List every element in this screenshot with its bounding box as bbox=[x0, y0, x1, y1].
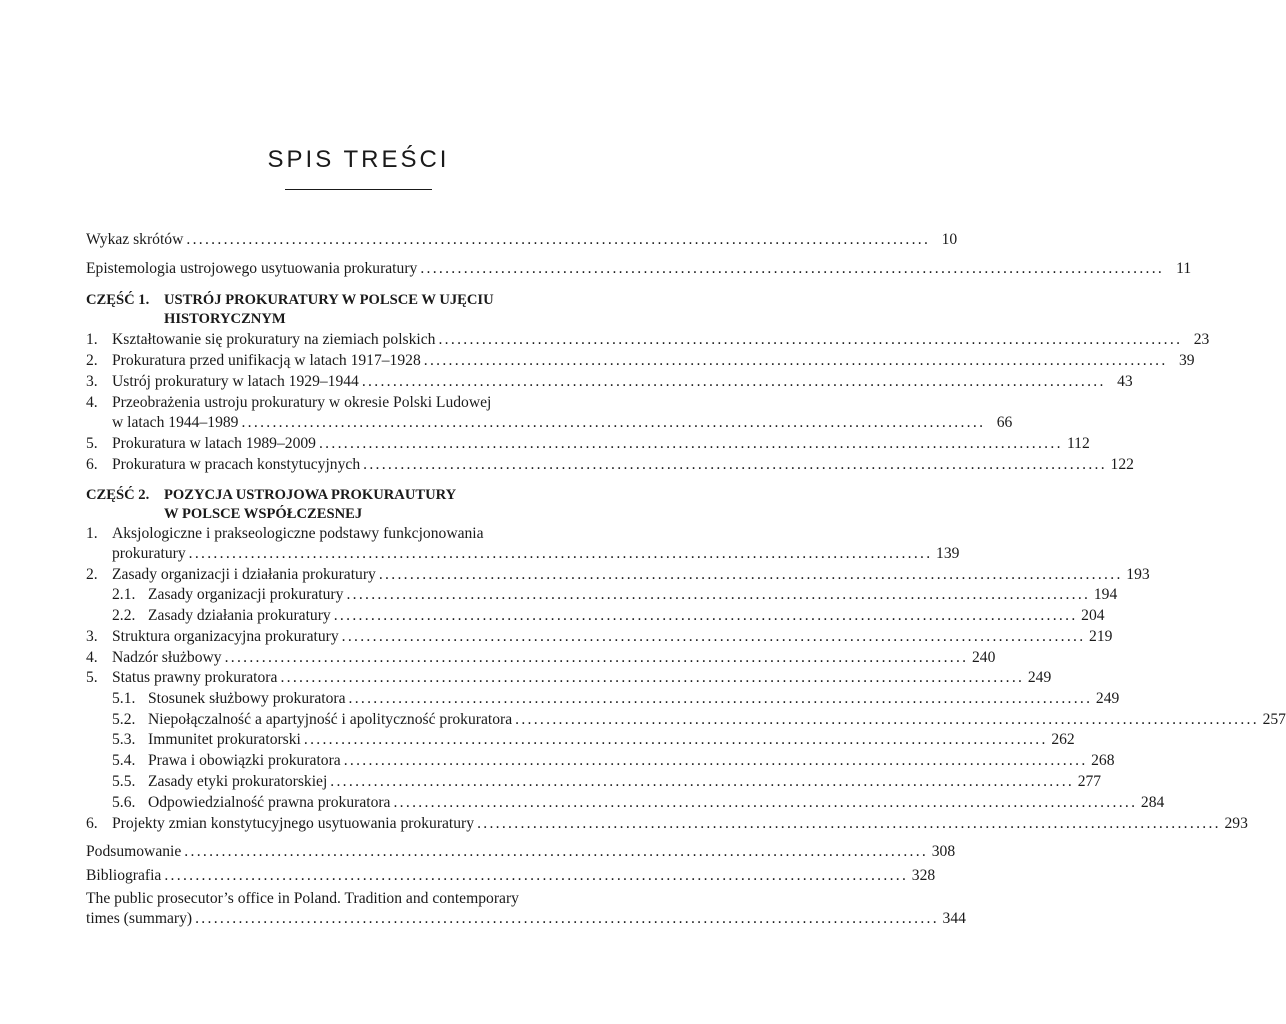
leader-dots: ........................................................................................................................ bbox=[393, 794, 1138, 811]
toc-subentry[interactable] bbox=[86, 606, 1105, 627]
part-heading-1-continued bbox=[86, 309, 631, 330]
toc-entry-number: 2. bbox=[86, 352, 98, 369]
leader-dots: ........................................................................................................................ bbox=[348, 690, 1093, 707]
toc-entry-number: 5.3. bbox=[112, 731, 136, 748]
toc-entry-text: Prokuratura w latach 1989–2009 bbox=[112, 435, 316, 452]
toc-entry-text: Podsumowanie bbox=[86, 843, 182, 860]
toc-entry-text: Niepołączalność a apartyjność i apolityczność prokuratora bbox=[148, 711, 513, 728]
toc-entry[interactable] bbox=[86, 351, 1195, 372]
part-label: CZĘŚĆ 2. bbox=[86, 487, 150, 503]
leader-dots: ........................................................................................................................ bbox=[515, 711, 1259, 728]
toc-entry-text: Nadzór służbowy bbox=[112, 649, 222, 666]
toc-entry[interactable] bbox=[86, 330, 1210, 351]
toc-entry-number: 5. bbox=[86, 669, 98, 686]
toc-subentry[interactable] bbox=[86, 793, 1165, 814]
toc-entry-text: w latach 1944–1989 bbox=[112, 414, 239, 431]
leader-dots: ........................................................................................................................ bbox=[241, 414, 986, 431]
leader-dots: ........................................................................................................................ bbox=[224, 649, 969, 666]
toc-page-number: 308 bbox=[931, 843, 956, 860]
toc-page-number: 43 bbox=[1117, 373, 1133, 390]
toc-entry-text: Stosunek służbowy prokuratora bbox=[148, 690, 346, 707]
toc-page-number: 344 bbox=[942, 910, 966, 927]
leader-dots: ........................................................................................................................ bbox=[330, 773, 1075, 790]
toc-entry-text: Odpowiedzialność prawna prokuratora bbox=[148, 794, 391, 811]
toc-entry-number: 3. bbox=[86, 373, 98, 390]
toc-entry-text: times (summary) bbox=[86, 910, 193, 927]
toc-entry-number: 6. bbox=[86, 815, 98, 832]
part-title-line: HISTORYCZNYM bbox=[164, 311, 286, 327]
toc-page-number: 193 bbox=[1126, 566, 1150, 583]
toc-page-number: 249 bbox=[1095, 690, 1120, 707]
toc-entry[interactable] bbox=[86, 524, 631, 545]
toc-entry-text: Ustrój prokuratury w latach 1929–1944 bbox=[112, 373, 359, 390]
toc-entry[interactable] bbox=[86, 565, 1150, 586]
toc-entry-summary[interactable] bbox=[86, 842, 956, 863]
toc-page-number: 240 bbox=[971, 649, 996, 666]
part-title-line: W POLSCE WSPÓŁCZESNEJ bbox=[164, 506, 363, 522]
toc-page-number: 139 bbox=[936, 545, 960, 562]
toc-page-number: 39 bbox=[1178, 352, 1195, 369]
toc-entry-number: 1. bbox=[86, 525, 98, 542]
toc-entry-text: Wykaz skrótów bbox=[86, 231, 184, 248]
part-title-line: POZYCJA USTROJOWA PROKURAUTURY bbox=[164, 487, 457, 503]
toc-entry-number: 2. bbox=[86, 566, 98, 583]
toc-entry-text: Prokuratura przed unifikacją w latach 1917–1928 bbox=[112, 352, 421, 369]
toc-entry-number: 5.6. bbox=[112, 794, 136, 811]
toc-entry-text: Zasady organizacji i działania prokuratury bbox=[112, 566, 376, 583]
toc-subentry[interactable] bbox=[86, 751, 1115, 772]
toc-entry-english-summary-continued[interactable] bbox=[86, 909, 966, 930]
toc-entry-text: Prawa i obowiązki prokuratora bbox=[148, 752, 341, 769]
leader-dots: ........................................................................................................................ bbox=[378, 566, 1123, 583]
toc-entry-number: 2.2. bbox=[112, 607, 136, 624]
toc-entry[interactable] bbox=[86, 668, 1052, 689]
leader-dots: ........................................................................................................................ bbox=[280, 669, 1025, 686]
leader-dots: ........................................................................................................................ bbox=[341, 628, 1086, 645]
toc-entry-text: Zasady działania prokuratury bbox=[148, 607, 331, 624]
leader-dots: ........................................................................................................................ bbox=[318, 435, 1063, 452]
toc-page-number: 293 bbox=[1224, 815, 1248, 832]
toc-subentry[interactable] bbox=[86, 772, 1102, 793]
toc-page-number: 262 bbox=[1051, 731, 1075, 748]
part-heading-2 bbox=[86, 485, 631, 506]
toc-entry-number: 6. bbox=[86, 456, 98, 473]
leader-dots: ........................................................................................................................ bbox=[333, 607, 1078, 624]
leader-dots: ........................................................................................................................ bbox=[346, 586, 1091, 603]
toc-subentry[interactable] bbox=[86, 689, 1120, 710]
toc-entry[interactable] bbox=[86, 372, 1133, 393]
toc-entry-text: Przeobrażenia ustroju prokuratury w okresie Polski Ludowej bbox=[112, 394, 492, 411]
toc-page-number: 277 bbox=[1077, 773, 1102, 790]
toc-page-number: 66 bbox=[996, 414, 1013, 431]
toc-page-number: 249 bbox=[1027, 669, 1052, 686]
toc-entry-text: Zasady organizacji prokuratury bbox=[148, 586, 344, 603]
leader-dots: ........................................................................................................................ bbox=[195, 910, 939, 927]
toc-entry-number: 5.5. bbox=[112, 773, 136, 790]
leader-dots: ........................................................................................................................ bbox=[184, 843, 929, 860]
leader-dots: ........................................................................................................................ bbox=[303, 731, 1048, 748]
toc-entry-text: Status prawny prokuratora bbox=[112, 669, 278, 686]
leader-dots: ........................................................................................................................ bbox=[438, 331, 1183, 348]
toc-entry[interactable] bbox=[86, 434, 1090, 455]
part-heading-1 bbox=[86, 290, 631, 311]
toc-page-number: 112 bbox=[1066, 435, 1090, 452]
toc-page-number: 10 bbox=[941, 231, 958, 248]
toc-entry-text: Kształtowanie się prokuratury na ziemiach polskich bbox=[112, 331, 436, 348]
toc-page-number: 23 bbox=[1193, 331, 1210, 348]
leader-dots: ........................................................................................................................ bbox=[361, 373, 1106, 390]
leader-dots: ........................................................................................................................ bbox=[477, 815, 1221, 832]
toc-page-number: 284 bbox=[1140, 794, 1165, 811]
toc-page-number: 11 bbox=[1176, 260, 1192, 277]
toc-entry-text: Projekty zmian konstytucyjnego usytuowania prokuratury bbox=[112, 815, 475, 832]
leader-dots: ........................................................................................................................ bbox=[423, 352, 1168, 369]
toc-subentry[interactable] bbox=[86, 710, 1286, 731]
page-title: SPIS TREŚCI bbox=[267, 146, 450, 173]
toc-entry-number: 4. bbox=[86, 649, 98, 666]
toc-entry-text: Epistemologia ustrojowego usytuowania prokuratury bbox=[86, 260, 418, 277]
toc-entry-number: 5.1. bbox=[112, 690, 136, 707]
toc-entry[interactable] bbox=[86, 627, 1113, 648]
toc-entry[interactable] bbox=[86, 393, 631, 414]
leader-dots: ........................................................................................................................ bbox=[420, 260, 1165, 277]
toc-entry-abbreviations[interactable] bbox=[86, 230, 958, 251]
leader-dots: ........................................................................................................................ bbox=[363, 456, 1107, 473]
toc-entry-number: 5. bbox=[86, 435, 98, 452]
leader-dots: ........................................................................................................................ bbox=[188, 545, 933, 562]
toc-entry-number: 3. bbox=[86, 628, 98, 645]
toc-entry-number: 5.4. bbox=[112, 752, 136, 769]
leader-dots: ........................................................................................................................ bbox=[186, 231, 931, 248]
toc-page-number: 194 bbox=[1093, 586, 1118, 603]
toc-entry[interactable] bbox=[86, 648, 996, 669]
toc-entry-number: 5.2. bbox=[112, 711, 136, 728]
toc-entry-continued[interactable] bbox=[86, 544, 960, 565]
toc-entry-bibliography[interactable] bbox=[86, 866, 936, 887]
toc-page-number: 219 bbox=[1089, 628, 1113, 645]
toc-entry-number: 1. bbox=[86, 331, 98, 348]
toc-page-number: 328 bbox=[911, 867, 936, 884]
toc-entry-text: The public prosecutor’s office in Poland. Tradition and contemporary bbox=[86, 890, 519, 907]
toc-entry-text: Bibliografia bbox=[86, 867, 162, 884]
toc-page-number: 257 bbox=[1262, 711, 1286, 728]
toc-entry[interactable] bbox=[86, 455, 1134, 476]
toc-entry-english-summary[interactable] bbox=[86, 889, 631, 910]
toc-entry-number: 4. bbox=[86, 394, 98, 411]
toc-page-number: 204 bbox=[1081, 607, 1105, 624]
toc-entry[interactable] bbox=[86, 814, 1248, 835]
toc-entry-text: Aksjologiczne i prakseologiczne podstawy funkcjonowania bbox=[112, 525, 484, 542]
toc-entry-number: 2.1. bbox=[112, 586, 136, 603]
toc-subentry[interactable] bbox=[86, 730, 1075, 751]
part-heading-2-continued bbox=[86, 504, 631, 525]
part-label: CZĘŚĆ 1. bbox=[86, 292, 150, 308]
toc-entry-text: Zasady etyki prokuratorskiej bbox=[148, 773, 328, 790]
leader-dots: ........................................................................................................................ bbox=[343, 752, 1088, 769]
leader-dots: ........................................................................................................................ bbox=[164, 867, 909, 884]
toc-page-number: 122 bbox=[1110, 456, 1134, 473]
title-underline bbox=[285, 189, 432, 190]
toc-entry-continued[interactable] bbox=[86, 413, 1013, 434]
toc-page-number: 268 bbox=[1091, 752, 1115, 769]
part-title-line: USTRÓJ PROKURATURY W POLSCE W UJĘCIU bbox=[164, 292, 494, 308]
toc-entry-text: Immunitet prokuratorski bbox=[148, 731, 301, 748]
toc-entry-text: Struktura organizacyjna prokuratury bbox=[112, 628, 339, 645]
toc-subentry[interactable] bbox=[86, 585, 1118, 606]
toc-entry-epistemology[interactable] bbox=[86, 259, 1192, 280]
toc-entry-text: Prokuratura w pracach konstytucyjnych bbox=[112, 456, 361, 473]
toc-entry-text: prokuratury bbox=[112, 545, 186, 562]
